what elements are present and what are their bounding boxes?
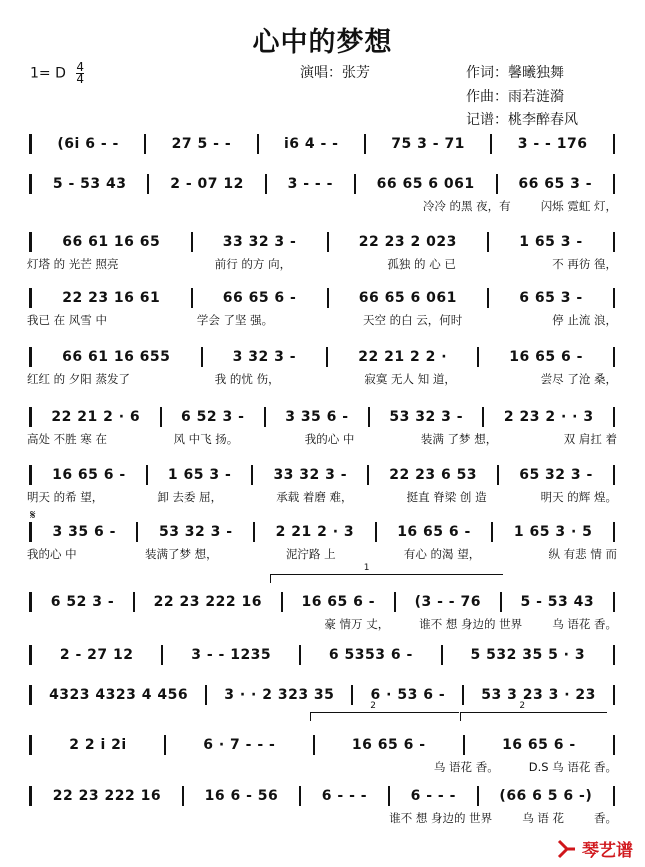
time-signature bbox=[76, 62, 84, 85]
lyric-phrase: 双 肩扛 着 bbox=[563, 432, 617, 446]
measure: 3 35 6 - bbox=[52, 524, 116, 540]
measure: (3 - - 76 bbox=[414, 594, 481, 610]
bar-line bbox=[29, 592, 32, 612]
bar-line bbox=[133, 592, 135, 612]
measure: 6 5353 6 - bbox=[328, 647, 413, 663]
bar-line bbox=[161, 645, 163, 665]
measure: 22 23 222 16 bbox=[153, 594, 262, 610]
lyric-phrase: 停 止流 浪， bbox=[552, 313, 617, 327]
lyric-phrase: 寂寞 无人 知 道， bbox=[364, 372, 456, 386]
measure: (66 6 5 6 -) bbox=[499, 788, 593, 804]
bar-line bbox=[613, 347, 615, 367]
notes-line bbox=[27, 345, 617, 369]
bar-line bbox=[147, 174, 149, 194]
bar-line bbox=[29, 645, 32, 665]
measure: 16 65 6 - bbox=[502, 737, 576, 753]
bar-line bbox=[613, 288, 615, 308]
notes-line bbox=[27, 286, 617, 310]
bar-line bbox=[482, 407, 484, 427]
lyric-phrase: 卸 去委 屈， bbox=[157, 490, 223, 504]
measure: (6i 6 - - bbox=[57, 136, 119, 152]
lyric-phrase: 装满 了梦 想， bbox=[420, 432, 498, 446]
measure: 53 3 23 3 · 23 bbox=[481, 687, 596, 703]
lyric-phrase: 冷冷 的黑 夜，有 bbox=[422, 199, 511, 213]
lyricist-credit: 作词：馨曦独舞 bbox=[466, 65, 564, 81]
notes-line bbox=[27, 683, 617, 707]
measure: 22 21 2 2 · bbox=[358, 349, 448, 365]
time-signature-bottom: 4 bbox=[76, 72, 84, 86]
bar-line bbox=[462, 685, 464, 705]
lyric-phrase: 高处 不胜 寒 在 bbox=[27, 432, 107, 446]
measure: 2 21 2 · 3 bbox=[275, 524, 355, 540]
bar-line bbox=[613, 592, 615, 612]
bar-line bbox=[613, 735, 615, 755]
bar-line bbox=[351, 685, 353, 705]
measure: 33 32 3 - bbox=[222, 234, 297, 250]
logo-text: 琴艺谱 bbox=[582, 841, 633, 861]
measure: 66 65 6 061 bbox=[376, 176, 475, 192]
lyric-phrase: 有心 的渴 望， bbox=[403, 547, 481, 561]
lyric-phrase: 尝尽 了沧 桑， bbox=[540, 372, 617, 386]
bar-line bbox=[613, 522, 615, 542]
lyric-phrase: 闪烁 霓虹 灯， bbox=[540, 199, 617, 213]
bar-line bbox=[500, 592, 502, 612]
measure: 6 · 7 - - - bbox=[203, 737, 276, 753]
bar-line bbox=[388, 786, 390, 806]
lyric-phrase: 我的心 中 bbox=[27, 547, 77, 561]
measure: 16 65 6 - bbox=[301, 594, 376, 610]
measure: 22 23 2 023 bbox=[358, 234, 457, 250]
measure: 22 21 2 · 6 bbox=[51, 409, 141, 425]
notes-line bbox=[27, 405, 617, 429]
measure: 66 65 3 - bbox=[518, 176, 593, 192]
lyric-phrase: 承载 着磨 难， bbox=[276, 490, 353, 504]
bar-line bbox=[326, 347, 328, 367]
bar-line bbox=[613, 645, 615, 665]
lyric-phrase: 灯塔 的 光芒 照亮 bbox=[27, 257, 119, 271]
measure: 3 - - 176 bbox=[517, 136, 588, 152]
measure: 22 23 222 16 bbox=[52, 788, 162, 804]
measure: 2 2 i 2i bbox=[69, 737, 127, 753]
lyric-phrase: 挺直 脊梁 创 造 bbox=[406, 490, 487, 504]
bar-line bbox=[257, 134, 259, 154]
site-logo bbox=[556, 836, 633, 861]
bar-line bbox=[367, 465, 369, 485]
measure: 4323 4323 4 456 bbox=[49, 687, 189, 703]
bar-line bbox=[160, 407, 162, 427]
bar-line bbox=[394, 592, 396, 612]
lyric-phrase: 红红 的 夕阳 蒸发了 bbox=[27, 372, 130, 386]
bar-line bbox=[613, 134, 615, 154]
measure: 2 - 27 12 bbox=[59, 647, 134, 663]
bar-line bbox=[265, 174, 267, 194]
measure: 6 - - - bbox=[410, 788, 456, 804]
bar-line bbox=[441, 645, 443, 665]
key-signature bbox=[30, 62, 84, 85]
lyric-phrase: 泥泞路 上 bbox=[285, 547, 336, 561]
measure: 1 65 3 · 5 bbox=[513, 524, 593, 540]
bar-line bbox=[327, 232, 329, 252]
bar-line bbox=[29, 288, 32, 308]
measure: 6 52 3 - bbox=[50, 594, 115, 610]
bar-line bbox=[146, 465, 148, 485]
notes-line bbox=[27, 520, 617, 544]
bar-line bbox=[496, 174, 498, 194]
bar-line bbox=[182, 786, 184, 806]
lyric-phrase: 谁不 想 身边的 世界 bbox=[419, 617, 523, 631]
measure: 66 61 16 655 bbox=[62, 349, 171, 365]
lyric-phrase: 风 中飞 扬。 bbox=[173, 432, 239, 446]
lyric-phrase: D.S 乌 语花 香。 bbox=[528, 760, 617, 774]
singer-credit: 演唱：张芳 bbox=[300, 65, 370, 81]
bar-line bbox=[354, 174, 356, 194]
bar-line bbox=[251, 465, 253, 485]
bar-line bbox=[191, 288, 193, 308]
measure: 75 3 - 71 bbox=[391, 136, 465, 152]
measure: 5 532 35 5 · 3 bbox=[470, 647, 586, 663]
bar-line bbox=[264, 407, 266, 427]
key-label: 1= D bbox=[30, 65, 66, 82]
bar-line bbox=[477, 786, 479, 806]
measure: 5 - 53 43 bbox=[520, 594, 595, 610]
notes-line bbox=[27, 463, 617, 487]
measure: 6 · 53 6 - bbox=[370, 687, 446, 703]
measure: 5 - 53 43 bbox=[52, 176, 127, 192]
measure: 53 32 3 - bbox=[389, 409, 464, 425]
lyrics-line bbox=[27, 431, 617, 449]
lyric-phrase: 装满了梦 想， bbox=[144, 547, 218, 561]
lyric-phrase: 纵 有悲 情 而 bbox=[548, 547, 617, 561]
bar-line bbox=[490, 134, 492, 154]
lyric-phrase: 乌 语 花 bbox=[522, 811, 564, 825]
bar-line bbox=[487, 288, 489, 308]
bar-line bbox=[613, 685, 615, 705]
bar-line bbox=[299, 645, 301, 665]
bar-line bbox=[29, 232, 32, 252]
bar-line bbox=[299, 786, 301, 806]
bar-line bbox=[29, 407, 32, 427]
lyrics-line bbox=[27, 759, 617, 777]
lyric-phrase: 前行 的方 向， bbox=[214, 257, 292, 271]
volta-bracket-1 bbox=[270, 563, 503, 583]
bar-line bbox=[327, 288, 329, 308]
lyrics-line bbox=[27, 371, 617, 389]
measure: 2 - 07 12 bbox=[170, 176, 244, 192]
measure: 6 65 3 - bbox=[519, 290, 583, 306]
measure: 6 52 3 - bbox=[180, 409, 245, 425]
lyric-phrase: 我已 在 风雪 中 bbox=[27, 313, 107, 327]
lyric-phrase: 香。 bbox=[594, 811, 617, 825]
bar-line bbox=[368, 407, 370, 427]
bar-line bbox=[29, 786, 32, 806]
measure: 3 - - - bbox=[287, 176, 333, 192]
bar-line bbox=[253, 522, 255, 542]
lyrics-line bbox=[27, 616, 617, 634]
bar-line bbox=[29, 174, 32, 194]
measure: 16 6 - 56 bbox=[204, 788, 279, 804]
volta-label-2a: 2 bbox=[370, 701, 376, 711]
measure: 6 - - - bbox=[321, 788, 368, 804]
lyric-phrase: 明天 的希 望， bbox=[27, 490, 104, 504]
measure: 16 65 6 - bbox=[397, 524, 471, 540]
lyric-phrase: 乌 语花 香。 bbox=[433, 760, 499, 774]
measure: i6 4 - - bbox=[283, 136, 339, 152]
lyric-phrase: 天空 的白 云，何时 bbox=[363, 313, 463, 327]
measure: 22 23 16 61 bbox=[62, 290, 161, 306]
bar-line bbox=[205, 685, 207, 705]
bar-line bbox=[201, 347, 203, 367]
bar-line bbox=[191, 232, 193, 252]
lyrics-line bbox=[27, 256, 617, 274]
lyric-phrase: 明天 的辉 煌。 bbox=[540, 490, 617, 504]
lyrics-line bbox=[27, 546, 617, 564]
measure: 1 65 3 - bbox=[519, 234, 583, 250]
measure: 16 65 6 - bbox=[509, 349, 583, 365]
volta-label-2b: 2 bbox=[519, 701, 526, 711]
bar-line bbox=[29, 465, 32, 485]
lyrics-line bbox=[27, 198, 617, 216]
measure: 66 61 16 65 bbox=[62, 234, 161, 250]
measure: 2 23 2 · · 3 bbox=[503, 409, 594, 425]
lyrics-line bbox=[27, 312, 617, 330]
measure: 27 5 - - bbox=[171, 136, 232, 152]
bar-line bbox=[375, 522, 377, 542]
notes-line bbox=[27, 643, 617, 667]
measure: 1 65 3 - bbox=[167, 467, 232, 483]
measure: 16 65 6 - bbox=[351, 737, 426, 753]
bar-line bbox=[613, 465, 615, 485]
measure: 16 65 6 - bbox=[52, 467, 126, 483]
lyric-phrase: 学会 了坚 强。 bbox=[196, 313, 274, 327]
notes-line bbox=[27, 132, 617, 156]
bar-line bbox=[29, 347, 32, 367]
notes-line bbox=[27, 230, 617, 254]
notes-line bbox=[27, 733, 617, 757]
bar-line bbox=[29, 735, 32, 755]
logo-mark-icon bbox=[556, 838, 578, 860]
measure: 66 65 6 - bbox=[222, 290, 297, 306]
time-signature-top: 4 bbox=[76, 60, 84, 74]
lyrics-line bbox=[27, 489, 617, 507]
bar-line bbox=[497, 465, 499, 485]
bar-line bbox=[477, 347, 479, 367]
lyric-phrase: 我的心 中 bbox=[304, 432, 355, 446]
measure: 22 23 6 53 bbox=[389, 467, 478, 483]
measure: 33 32 3 - bbox=[273, 467, 348, 483]
lyric-phrase: 孤独 的 心 已 bbox=[387, 257, 456, 271]
lyric-phrase: 不 再彷 徨， bbox=[552, 257, 617, 271]
bar-line bbox=[144, 134, 146, 154]
bar-line bbox=[487, 232, 489, 252]
song-title: 心中的梦想 bbox=[252, 27, 393, 58]
measure: 53 32 3 - bbox=[158, 524, 233, 540]
volta-bracket-2b bbox=[460, 701, 607, 721]
bar-line bbox=[364, 134, 366, 154]
lyric-phrase: 谁不 想 身边的 世界 bbox=[389, 811, 493, 825]
transcriber-credit: 记谱：桃李醉春风 bbox=[466, 112, 578, 128]
measure: 3 - - 1235 bbox=[191, 647, 272, 663]
measure: 65 32 3 - bbox=[519, 467, 593, 483]
segno-sign: 𝄋 bbox=[30, 508, 36, 523]
lyric-phrase: 豪 情万 丈， bbox=[324, 617, 390, 631]
bar-line bbox=[613, 407, 615, 427]
bar-line bbox=[281, 592, 283, 612]
bar-line bbox=[613, 232, 615, 252]
bar-line bbox=[463, 735, 465, 755]
volta-bracket-2a bbox=[310, 701, 459, 721]
composer-credit: 作曲：雨若涟漪 bbox=[466, 89, 564, 105]
lyric-phrase: 我 的忧 伤， bbox=[214, 372, 280, 386]
measure: 66 65 6 061 bbox=[358, 290, 457, 306]
measure: 3 35 6 - bbox=[285, 409, 349, 425]
notes-line bbox=[27, 784, 617, 808]
bar-line bbox=[164, 735, 166, 755]
bar-line bbox=[613, 174, 615, 194]
measure: 3 · · 2 323 35 bbox=[224, 687, 335, 703]
bar-line bbox=[313, 735, 315, 755]
bar-line bbox=[29, 134, 32, 154]
measure: 3 32 3 - bbox=[232, 349, 297, 365]
bar-line bbox=[29, 685, 32, 705]
notes-line bbox=[27, 172, 617, 196]
lyric-phrase: 乌 语花 香。 bbox=[552, 617, 617, 631]
bar-line bbox=[613, 786, 615, 806]
volta-label-1: 1 bbox=[363, 563, 370, 573]
notes-line bbox=[27, 590, 617, 614]
lyrics-line bbox=[27, 810, 617, 828]
bar-line bbox=[136, 522, 138, 542]
bar-line bbox=[491, 522, 493, 542]
bar-line bbox=[29, 522, 32, 542]
